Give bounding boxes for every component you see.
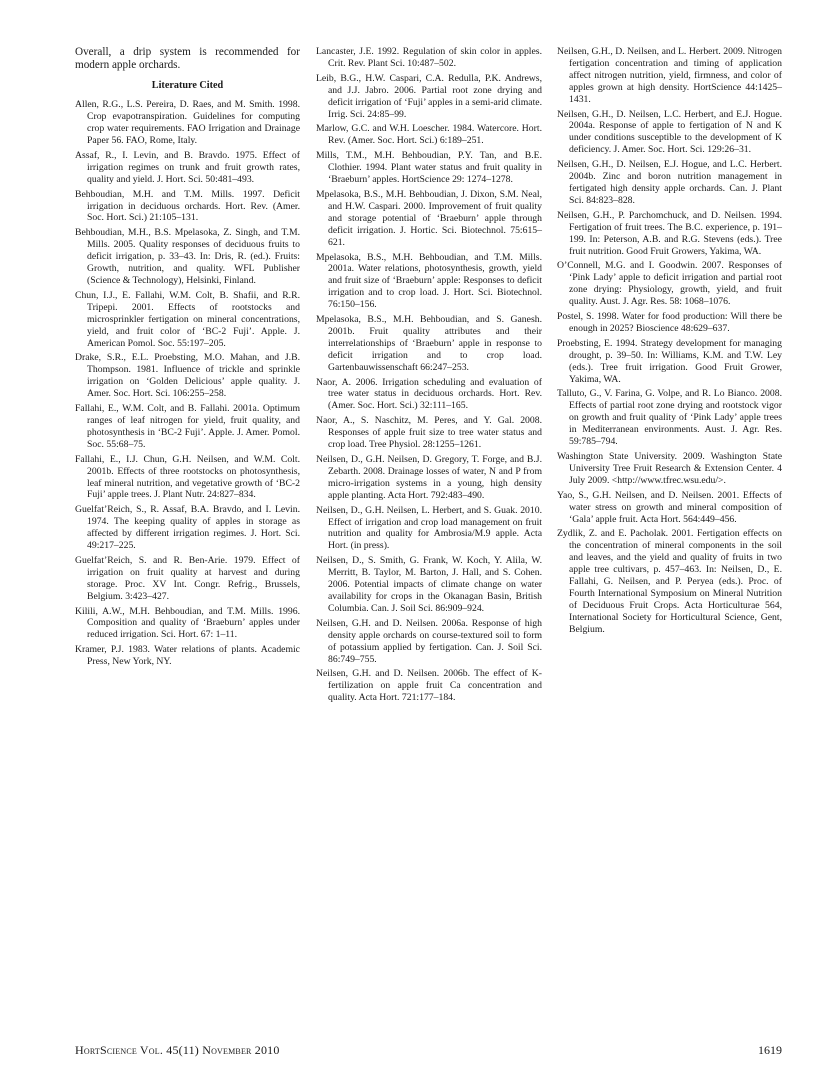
reference-entry: Neilsen, G.H., P. Parchomchuck, and D. Neilsen. 1994. Fertigation of fruit trees. The B.C. experience, p. 191–199. In: Peterson, A.B. and R.G. Stevens (eds.). Tree fruit nutrition. Good Fruit Growers, Yakima, WA.	[557, 209, 782, 257]
intro-paragraph: Overall, a drip system is recommended for modern apple orchards.	[75, 46, 300, 72]
literature-cited-heading: Literature Cited	[151, 80, 224, 92]
reference-entry: Zydlik, Z. and E. Pacholak. 2001. Fertigation effects on the concentration of mineral components in the soil and leaves, and the yield and quality of fruits in two apple tree cultivars, p. 457–463. In: Neilsen, D., E. Fallahi, G. Neilsen, and P. Peryea (eds.). Proc. of Fourth International Symposium on Mineral Nutrition of Deciduous Fruit Crops. Acta Horticulturae 564, International Society for Horticultural Science, Gent, Belgium.	[557, 528, 782, 635]
reference-entry: Neilsen, G.H. and D. Neilsen. 2006b. The effect of K-fertilization on apple fruit Ca concentration and quality. Acta Hort. 721:177–184.	[316, 668, 542, 704]
reference-entry: Neilsen, G.H., D. Neilsen, and L. Herbert. 2009. Nitrogen fertigation concentration and timing of application affect nitrogen nutrition, yield, firmness, and color of apples grown at high density. HortScience 44:1425–1431.	[557, 46, 782, 105]
reference-entry: Naor, A., S. Naschitz, M. Peres, and Y. Gal. 2008. Responses of apple fruit size to tree water status and crop load. Tree Physiol. 28:1255–1261.	[316, 415, 542, 451]
reference-entry: Allen, R.G., L.S. Pereira, D. Raes, and M. Smith. 1998. Crop evapotranspiration. Guidelines for computing crop water requirements. FAO Irrigation and Drainage Paper 56. FAO, Rome, Italy.	[75, 99, 300, 147]
reference-entry: Neilsen, G.H., D. Neilsen, E.J. Hogue, and L.C. Herbert. 2004b. Zinc and boron nutrition management in fertigated high density apple orchards. Can. J. Plant Sci. 84:823–828.	[557, 159, 782, 206]
reference-entry: Fallahi, E., I.J. Chun, G.H. Neilsen, and W.M. Colt. 2001b. Effects of three rootstocks on photosynthesis, leaf mineral nutrition, and vegetative growth of ‘BC-2 Fuji’ apple trees. J. Plant Nutr. 24:827–834.	[75, 453, 300, 501]
reference-entry: Postel, S. 1998. Water for food production: Will there be enough in 2025? Bioscience 48:629–637.	[557, 311, 782, 334]
journal-footer: HortScience Vol. 45(11) November 2010	[75, 1043, 280, 1057]
reference-entry: Guelfat’Reich, S., R. Assaf, B.A. Bravdo, and I. Levin. 1974. The keeping quality of apples in storage as affected by different irrigation regimes. J. Hort. Sci. 49:217–225.	[75, 504, 300, 552]
reference-entry: Neilsen, G.H., D. Neilsen, L.C. Herbert, and E.J. Hogue. 2004a. Response of apple to fertigation of N and K under conditions susceptible to the development of K deficiency. J. Amer. Soc. Hort. Sci. 129:26–31.	[557, 108, 782, 156]
references-column-2	[316, 46, 542, 707]
reference-entry: Washington State University. 2009. Washington State University Tree Fruit Research & Extension Center. 4 July 2009. <http://www.tfrec.wsu.edu/>.	[557, 451, 782, 486]
reference-entry: Mpelasoka, B.S., M.H. Behboudian, and T.M. Mills. 2001a. Water relations, photosynthesis, growth, yield and fruit size of ‘Braeburn’ apple: Responses to deficit irrigation and to crop load. J. Hort. Sci. Biotechnol. 76:150–156.	[316, 251, 542, 311]
references-column-1	[75, 46, 300, 671]
reference-entry: Mpelasoka, B.S., M.H. Behboudian, J. Dixon, S.M. Neal, and H.W. Caspari. 2000. Improvement of fruit quality and storage potential of ‘Braeburn’ apple through deficit irrigation. J. Hortic. Sci. Biotechnol. 75:615–621.	[316, 188, 542, 248]
reference-entry: Marlow, G.C. and W.H. Loescher. 1984. Watercore. Hort. Rev. (Amer. Soc. Hort. Sci.) 6:189–251.	[316, 123, 542, 147]
reference-entry: Leib, B.G., H.W. Caspari, C.A. Redulla, P.K. Andrews, and J.J. Jabro. 2006. Partial root zone drying and deficit irrigation of ‘Fuji’ apples in a semi-arid climate. Irrig. Sci. 24:85–99.	[316, 72, 542, 120]
reference-list	[316, 46, 542, 704]
references-column-3	[557, 46, 782, 639]
reference-entry: Assaf, R., I. Levin, and B. Bravdo. 1975. Effect of irrigation regimes on trunk and fruit growth rates, quality and yield. J. Hort. Sci. 50:481–493.	[75, 149, 300, 185]
reference-entry: Naor, A. 2006. Irrigation scheduling and evaluation of tree water status in deciduous orchards. Hort. Rev. (Amer. Soc. Hort. Sci.) 32:111–165.	[316, 376, 542, 412]
reference-entry: Fallahi, E., W.M. Colt, and B. Fallahi. 2001a. Optimum ranges of leaf nitrogen for yield, fruit quality, and photosynthesis in ‘BC-2 Fuji’. Apple. J. Amer. Pomol. Soc. 55:68–75.	[75, 403, 300, 450]
reference-entry: Neilsen, D., G.H. Neilsen, D. Gregory, T. Forge, and B.J. Zebarth. 2008. Drainage losses of water, N and P from micro-irrigation systems in a young, high density apple planting. Acta Hort. 792:483–490.	[316, 454, 542, 501]
reference-entry: Neilsen, G.H. and D. Neilsen. 2006a. Response of high density apple orchards on course-textured soil to form of potassium applied by fertigation. Can. J. Soil Sci. 86:749–755.	[316, 617, 542, 665]
reference-entry: Yao, S., G.H. Neilsen, and D. Neilsen. 2001. Effects of water stress on growth and mineral composition of ‘Gala’ apple fruit. Acta Hort. 564:449–456.	[557, 489, 782, 525]
page-number: 1619	[758, 1043, 782, 1057]
reference-entry: Neilsen, D., G.H. Neilsen, L. Herbert, and S. Guak. 2010. Effect of irrigation and crop load management on fruit nutrition and quality for Ambrosia/M.9 apple. Acta Hort. (in press).	[316, 504, 542, 552]
reference-entry: Talluto, G., V. Farina, G. Volpe, and R. Lo Bianco. 2008. Effects of partial root zone drying and rootstock vigor on growth and fruit quality of ‘Pink Lady’ apple trees in Mediterranean environments. Aust. J. Agr. Res. 59:785–794.	[557, 388, 782, 448]
reference-entry: Proebsting, E. 1994. Strategy development for managing drought, p. 39–50. In: Williams, K.M. and T.W. Ley (eds.). Tree fruit irrigation. Good Fruit Grower, Yakima, WA.	[557, 337, 782, 385]
reference-entry: Behboudian, M.H. and T.M. Mills. 1997. Deficit irrigation in deciduous orchards. Hort. Rev. (Amer. Soc. Hort. Sci.) 21:105–131.	[75, 188, 300, 224]
reference-entry: Behboudian, M.H., B.S. Mpelasoka, Z. Singh, and T.M. Mills. 2005. Quality responses of deciduous fruits to deficit irrigation, p. 33–43. In: Dris, R. (ed.). Fruits: Growth, nutrition, and quality. WFL Publisher (Science & Technology), Helsinki, Finland.	[75, 227, 300, 286]
reference-entry: Lancaster, J.E. 1992. Regulation of skin color in apples. Crit. Rev. Plant Sci. 10:487–502.	[316, 46, 542, 69]
reference-entry: Mpelasoka, B.S., M.H. Behboudian, and S. Ganesh. 2001b. Fruit quality attributes and their interrelationships of ‘Braeburn’ apple in response to deficit irrigation and to crop load. Gartenbauwissenschaft 66:247–253.	[316, 314, 542, 373]
reference-entry: Neilsen, D., S. Smith, G. Frank, W. Koch, Y. Alila, W. Merritt, B. Taylor, M. Barton, J. Hall, and S. Cohen. 2006. Potential impacts of climate change on water availability for crops in the Okanagan Basin, British Columbia. Can. J. Soil Sci. 86:909–924.	[316, 555, 542, 614]
reference-entry: Guelfat’Reich, S. and R. Ben-Arie. 1979. Effect of irrigation on fruit quality at harvest and during storage. Proc. XV Int. Congr. Refrig., Brussels, Belgium. 3:423–427.	[75, 554, 300, 602]
reference-entry: Kilili, A.W., M.H. Behboudian, and T.M. Mills. 1996. Composition and quality of ‘Braeburn’ apples under reduced irrigation. Sci. Hort. 67: 1–11.	[75, 605, 300, 641]
reference-entry: Drake, S.R., E.L. Proebsting, M.O. Mahan, and J.B. Thompson. 1981. Influence of trickle and sprinkle irrigation on ‘Golden Delicious’ apple quality. J. Amer. Soc. Hort. Sci. 106:255–258.	[75, 352, 300, 400]
reference-list	[75, 99, 300, 668]
reference-entry: Chun, I.J., E. Fallahi, W.M. Colt, B. Shafii, and R.R. Tripepi. 2001. Effects of rootstocks and microsprinkler fertigation on mineral concentrations, yield, and fruit color of ‘BC-2 Fuji’. Apple. J. American Pomol. Soc. 55:197–205.	[75, 289, 300, 349]
reference-list	[557, 46, 782, 636]
reference-entry: Mills, T.M., M.H. Behboudian, P.Y. Tan, and B.E. Clothier. 1994. Plant water status and fruit quality in ‘Braeburn’ apples. HortScience 29: 1274–1278.	[316, 150, 542, 186]
reference-entry: Kramer, P.J. 1983. Water relations of plants. Academic Press, New York, NY.	[75, 644, 300, 668]
reference-entry: O’Connell, M.G. and I. Goodwin. 2007. Responses of ‘Pink Lady’ apple to deficit irrigation and partial root zone drying: Physiology, growth, yield, and fruit quality. Aust. J. Agr. Res. 58: 1068–1076.	[557, 260, 782, 308]
